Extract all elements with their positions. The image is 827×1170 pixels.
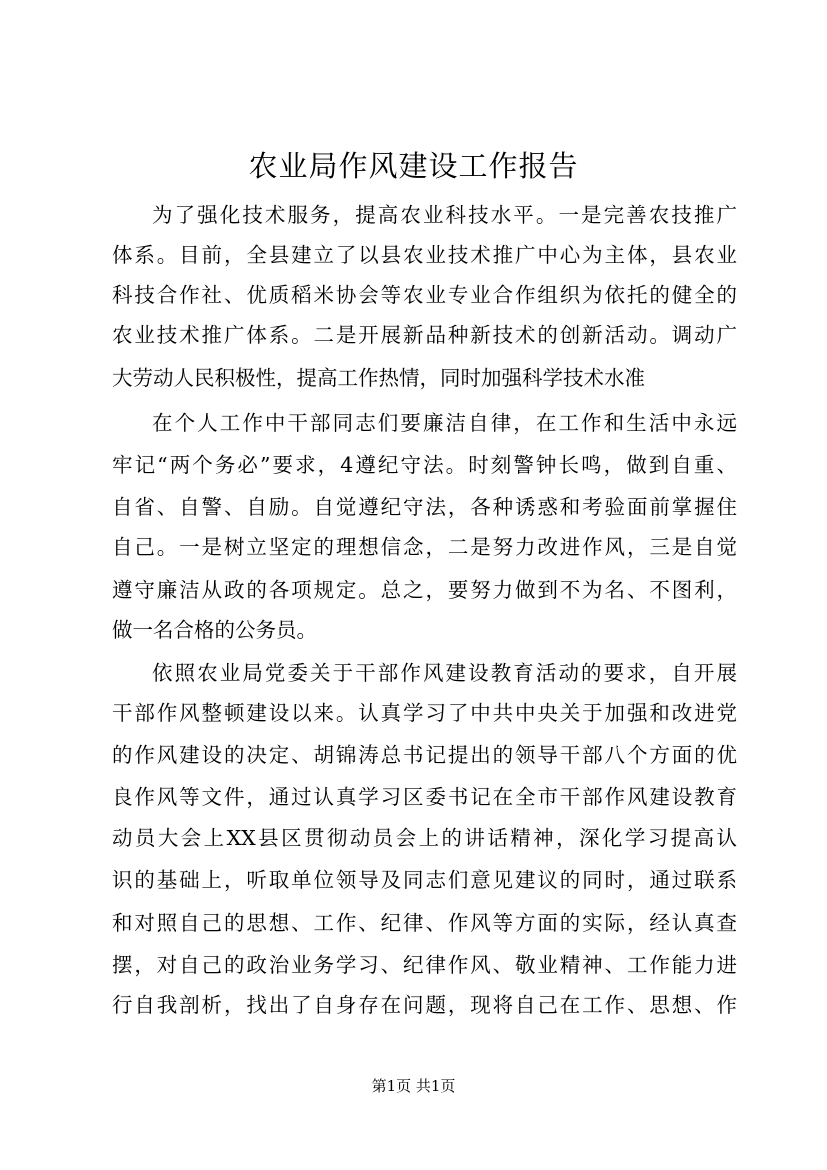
paragraph-1-line-3: 科技合作社、优质稻米协会等农业专业合作组织为依托的健全的 [112,283,737,307]
paragraph-1-line-1: 为了强化技术服务，提高农业科技水平。一是完善农技推广 [152,203,737,227]
paragraph-2-line-3: 自省、自警、自励。自觉遵纪守法，各种诱惑和考验面前掌握住 [112,495,737,519]
document-title: 农业局作风建设工作报告 [248,149,579,183]
paragraph-1-line-2: 体系。目前，全县建立了以县农业技术推广中心为主体，县农业 [112,243,737,267]
paragraph-2-line-2: 牢记“两个务必”要求，4遵纪守法。时刻警钟长鸣，做到自重、 [112,453,737,477]
paragraph-2-line-4: 自己。一是树立坚定的理想信念，二是努力改进作风，三是自觉 [112,535,737,559]
paragraph-3-line-7: 和对照自己的思想、工作、纪律、作风等方面的实际，经认真查 [112,911,737,935]
paragraph-2-line-6: 做一名合格的公务员。 [112,618,317,642]
paragraph-3-line-3: 的作风建设的决定、胡锦涛总书记提出的领导干部八个方面的优 [112,743,737,767]
paragraph-3-line-1: 依照农业局党委关于干部作风建设教育活动的要求，自开展 [152,661,737,685]
paragraph-3-line-8: 摆，对自己的政治业务学习、纪律作风、敬业精神、工作能力进 [112,953,737,977]
paragraph-1-line-5: 大劳动人民积极性，提高工作热情，同时加强科学技术水准 [112,366,645,390]
paragraph-3-line-9: 行自我剖析，找出了自身存在问题，现将自己在工作、思想、作 [112,993,737,1017]
paragraph-3-line-2: 干部作风整顿建设以来。认真学习了中共中央关于加强和改进党 [112,701,737,725]
paragraph-2-line-5: 遵守廉洁从政的各项规定。总之，要努力做到不为名、不图利， [112,578,737,602]
paragraph-3-line-5: 动员大会上XX县区贯彻动员会上的讲话精神，深化学习提高认 [112,826,737,850]
page-footer: 第1页 共1页 [371,1077,456,1095]
paragraph-3-line-4: 良作风等文件，通过认真学习区委书记在全市干部作风建设教育 [112,785,737,809]
paragraph-3-line-6: 识的基础上，听取单位领导及同志们意见建议的同时，通过联系 [112,868,737,892]
paragraph-2-line-1: 在个人工作中干部同志们要廉洁自律，在工作和生活中永远 [152,411,737,435]
paragraph-1-line-4: 农业技术推广体系。二是开展新品种新技术的创新活动。调动广 [112,323,737,347]
